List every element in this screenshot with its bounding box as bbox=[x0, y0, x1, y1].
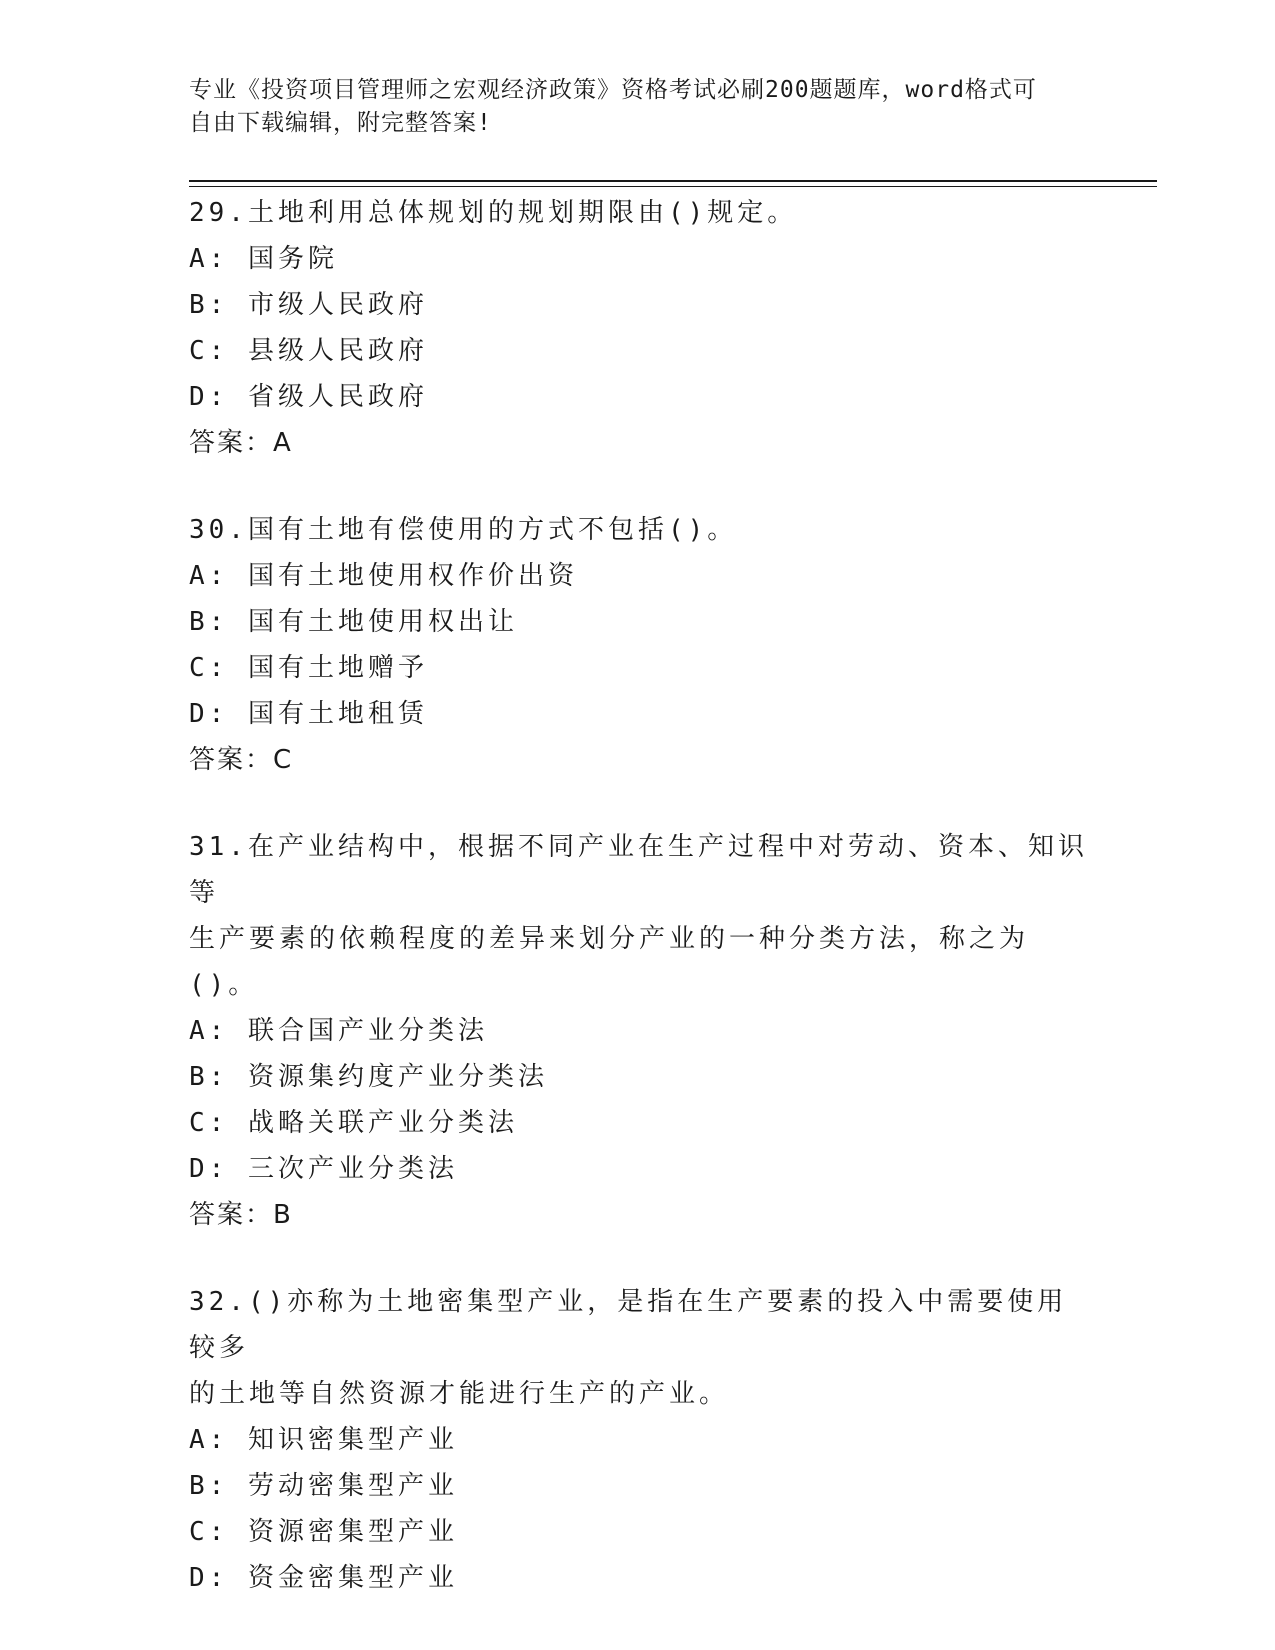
option-d: D: 资金密集型产业 bbox=[189, 1563, 458, 1593]
option-a: A: 联合国产业分类法 bbox=[189, 1016, 488, 1046]
option-b: B: 国有土地使用权出让 bbox=[189, 607, 518, 637]
answer-line: 答案：C bbox=[189, 745, 294, 775]
header-divider-thin bbox=[189, 186, 1157, 187]
header-line-1: 专业《投资项目管理师之宏观经济政策》资格考试必刷200题题库，word格式可 bbox=[189, 77, 1037, 103]
question-32 bbox=[189, 1279, 1089, 1601]
question-30 bbox=[189, 507, 1089, 783]
option-c: C: 县级人民政府 bbox=[189, 336, 428, 366]
option-a: A: 国务院 bbox=[189, 244, 338, 274]
answer-line: 答案：A bbox=[189, 428, 293, 458]
option-b: B: 劳动密集型产业 bbox=[189, 1471, 458, 1501]
header-line-2: 自由下载编辑，附完整答案! bbox=[189, 110, 492, 136]
option-a: A: 知识密集型产业 bbox=[189, 1425, 458, 1455]
question-stem: 30.国有土地有偿使用的方式不包括()。 bbox=[189, 515, 738, 545]
option-d: D: 三次产业分类法 bbox=[189, 1154, 458, 1184]
option-a: A: 国有土地使用权作价出资 bbox=[189, 561, 578, 591]
question-29 bbox=[189, 190, 1089, 466]
question-stem-line-1: 32.()亦称为土地密集型产业，是指在生产要素的投入中需要使用较多 bbox=[189, 1287, 1068, 1363]
option-b: B: 资源集约度产业分类法 bbox=[189, 1062, 548, 1092]
option-d: D: 国有土地租赁 bbox=[189, 699, 428, 729]
question-31 bbox=[189, 824, 1089, 1238]
header-divider-thick bbox=[189, 180, 1157, 182]
question-stem: 29.土地利用总体规划的规划期限由()规定。 bbox=[189, 198, 798, 228]
option-b: B: 市级人民政府 bbox=[189, 290, 428, 320]
question-stem-line-2: 生产要素的依赖程度的差异来划分产业的一种分类方法，称之为()。 bbox=[189, 924, 1030, 1000]
option-c: C: 资源密集型产业 bbox=[189, 1517, 458, 1547]
question-list bbox=[189, 190, 1089, 1642]
option-c: C: 国有土地赠予 bbox=[189, 653, 428, 683]
document-header bbox=[189, 74, 1089, 140]
question-stem-line-2: 的土地等自然资源才能进行生产的产业。 bbox=[189, 1379, 730, 1409]
option-c: C: 战略关联产业分类法 bbox=[189, 1108, 518, 1138]
question-stem-line-1: 31.在产业结构中，根据不同产业在生产过程中对劳动、资本、知识等 bbox=[189, 832, 1088, 908]
option-d: D: 省级人民政府 bbox=[189, 382, 428, 412]
answer-line: 答案：B bbox=[189, 1200, 293, 1230]
